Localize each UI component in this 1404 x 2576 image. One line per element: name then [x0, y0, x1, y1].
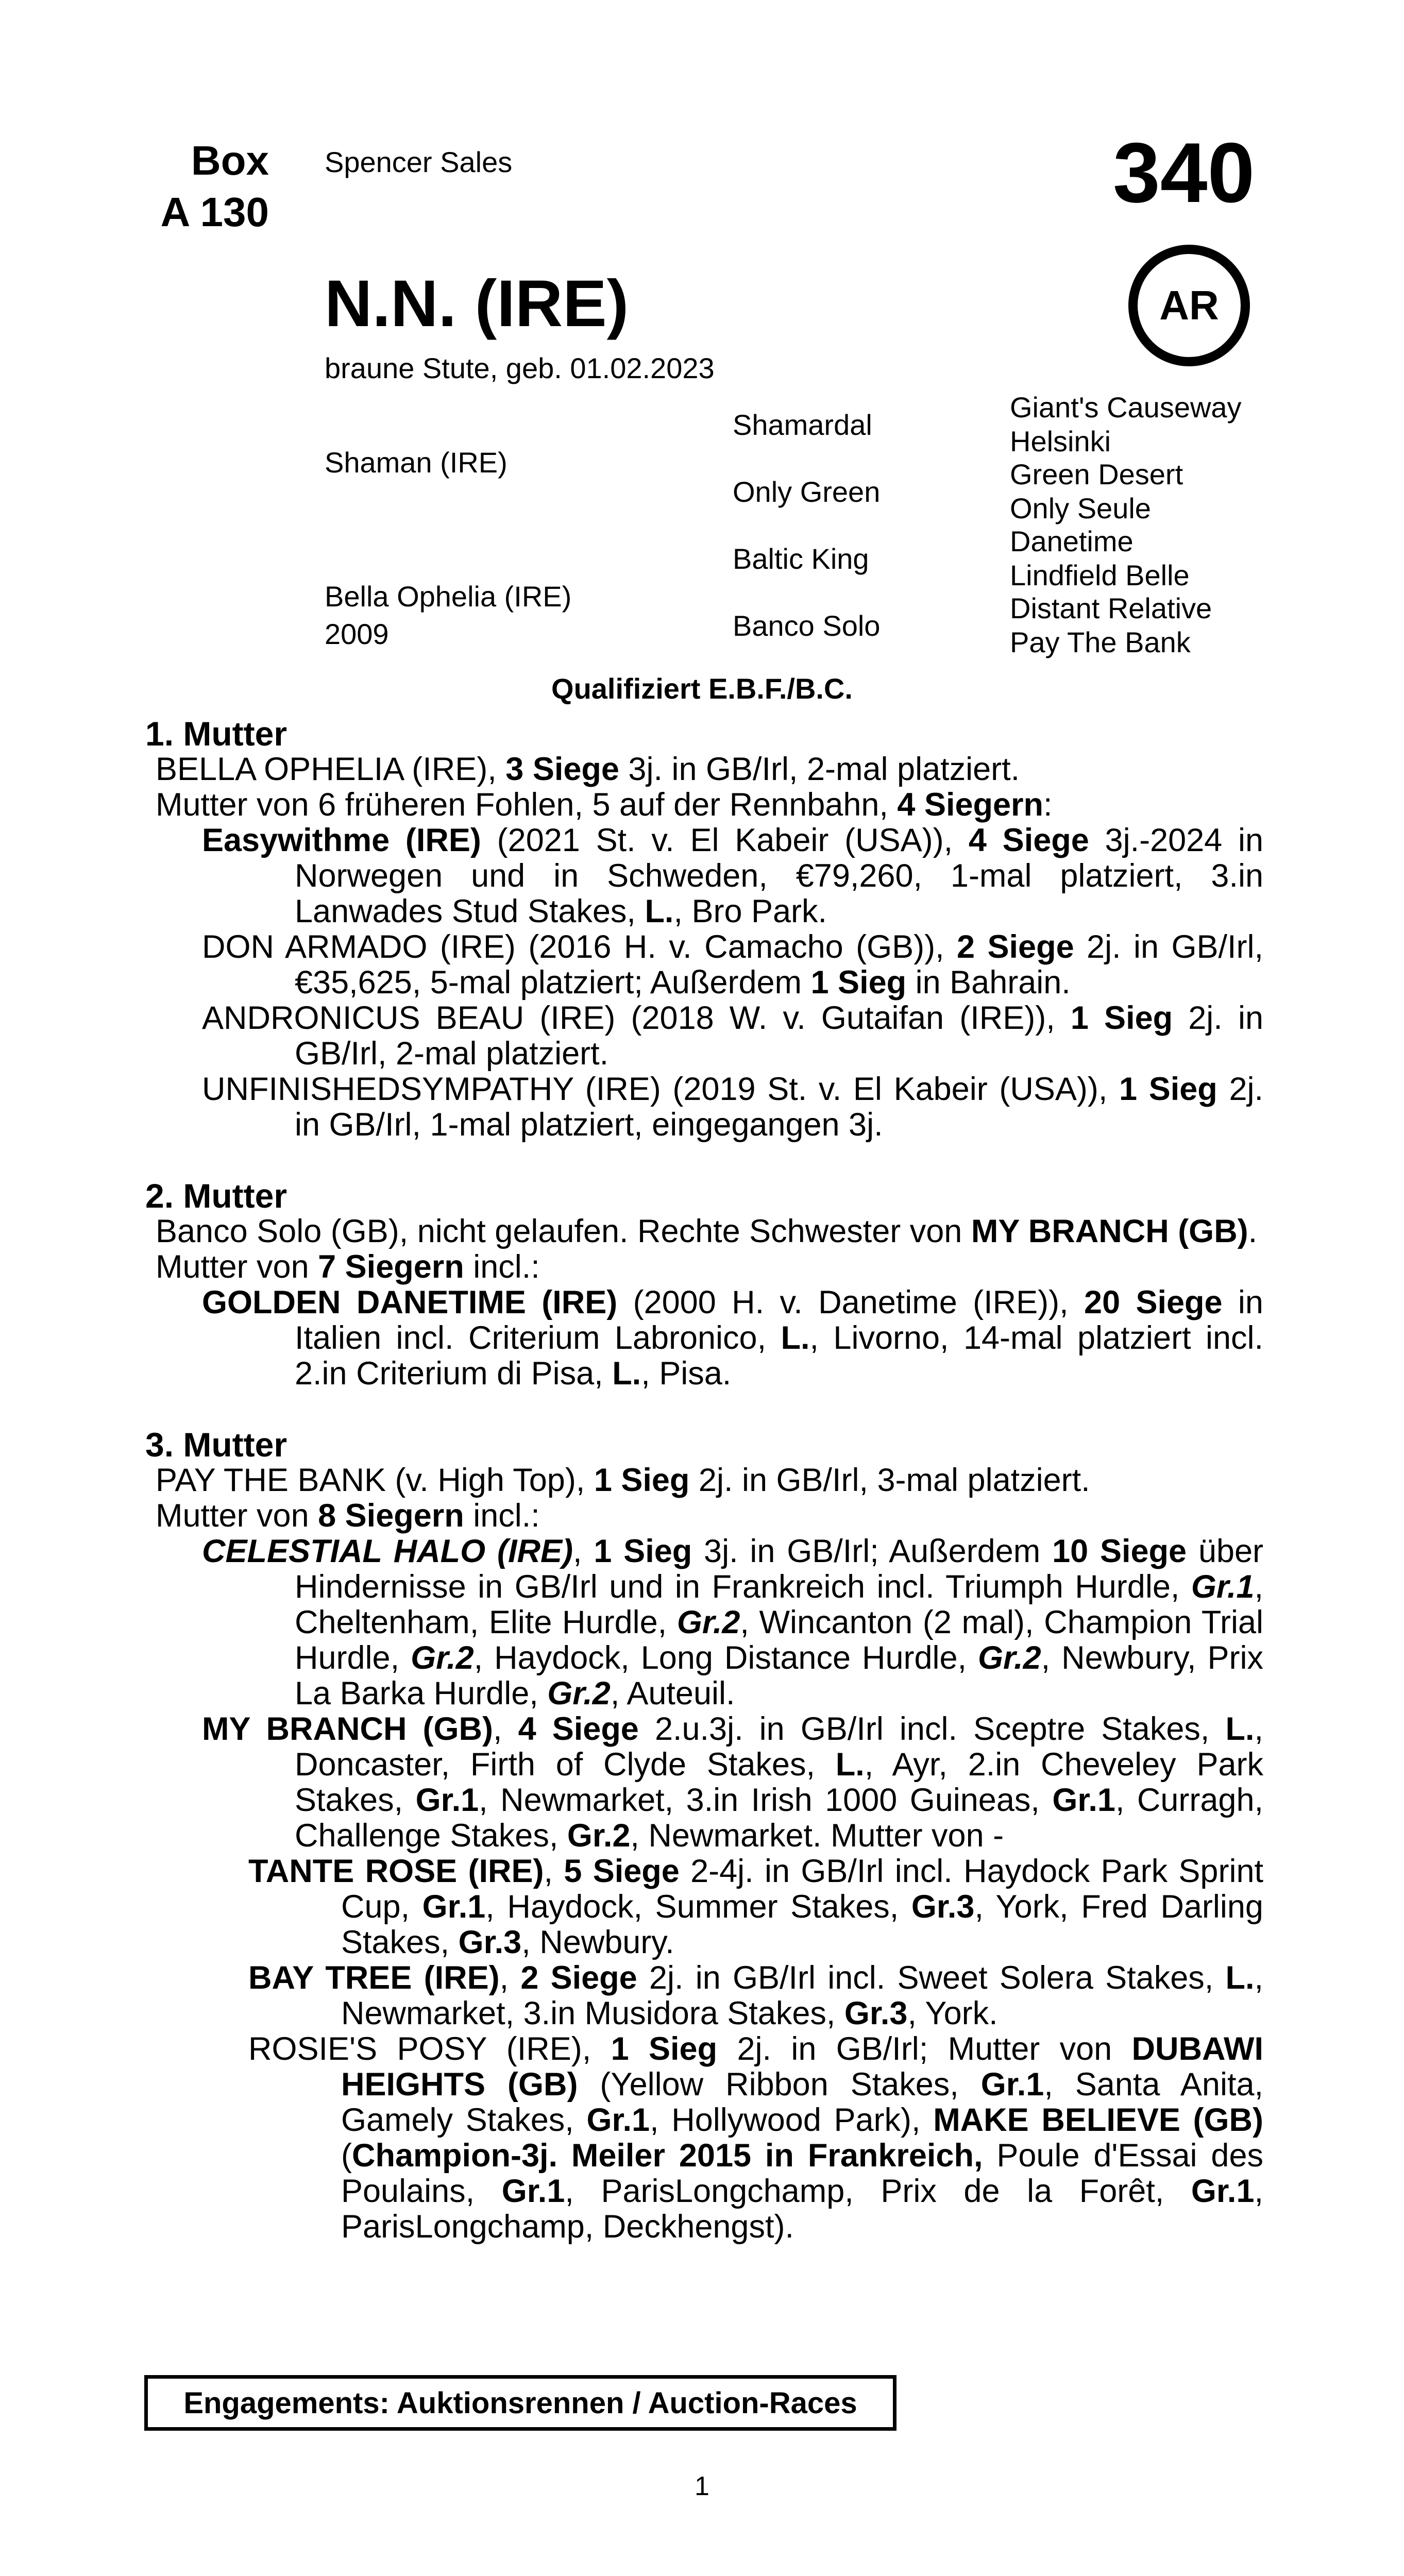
race-grade: Gr.1 [1191, 1569, 1255, 1605]
progeny-name: MY BRANCH (GB) [202, 1711, 494, 1747]
text: , Doncaster, Firth of Clyde Stakes, [295, 1711, 1264, 1783]
text: 3j.-2024 in Norwegen und in Schweden, €79,260, 1-mal platziert, 3.in Lanwades Stud Stakes, [295, 822, 1263, 929]
text: 2-4j. in GB/Irl incl. Haydock Park Sprint Cup, [341, 1853, 1263, 1925]
text: incl.: [464, 1498, 540, 1534]
race-grade: Gr.3 [458, 1924, 522, 1960]
text: 2j. in GB/Irl; Mutter von [717, 2031, 1132, 2067]
lot-number: 340 [1113, 125, 1255, 220]
progeny-entry [145, 823, 1263, 929]
win-count: 4 Siege [518, 1711, 639, 1747]
race-grade: Gr.1 [415, 1782, 479, 1818]
progeny-name: ROSIE'S POSY (IRE), [248, 2031, 611, 2067]
granddaughter-entry [145, 1854, 1263, 1960]
progeny-name: MAKE BELIEVE (GB) [933, 2102, 1264, 2138]
text: (2021 St. v. El Kabeir (USA)), [481, 822, 969, 858]
dam-line [145, 1463, 1263, 1498]
text: 3j. in GB/Irl; Außerdem [692, 1533, 1053, 1569]
text: , York. [907, 1995, 998, 2031]
horse-description: braune Stute, geb. 01.02.2023 [325, 352, 715, 384]
dam-line [145, 1214, 1263, 1249]
text: , Pisa. [641, 1355, 732, 1392]
text: 3j. in GB/Irl, 2-mal platziert. [619, 751, 1020, 787]
box-label: Box [191, 138, 269, 183]
pedigree-dam-year: 2009 [325, 618, 389, 650]
text: , [499, 1960, 521, 1996]
text: 2j. in GB/Irl, 2-mal platziert. [295, 1000, 1263, 1072]
championship: Champion-3j. Meiler 2015 in Frankreich, [351, 2138, 983, 2174]
race-grade: Gr.1 [1052, 1782, 1115, 1818]
progeny-entry [145, 1285, 1263, 1392]
text: , Newmarket. Mutter von - [630, 1818, 1004, 1854]
text: PAY THE BANK (v. High Top), [156, 1462, 594, 1498]
granddaughter-entry [145, 2031, 1263, 2245]
progeny-name: GOLDEN DANETIME (IRE) [202, 1284, 618, 1320]
race-grade: Gr.2 [411, 1640, 474, 1676]
pedigree-dam: Bella Ophelia (IRE) [325, 580, 572, 613]
engagements-label: Engagements: Auktionsrennen / Auction-Races [183, 2386, 857, 2420]
section-heading: 1. Mutter [145, 715, 287, 753]
text: , Haydock, Long Distance Hurdle, [473, 1640, 978, 1676]
text: Mutter von 6 früheren Fohlen, 5 auf der Rennbahn, [156, 787, 898, 823]
text: , ParisLongchamp, Deckhengst). [341, 2173, 1263, 2245]
box-id: A 130 [160, 189, 269, 235]
text: 2j. in GB/Irl, 1-mal platziert, eingegangen 3j. [295, 1071, 1264, 1143]
pedigree-great-grandparent: Distant Relative [1010, 592, 1212, 624]
produce-line [145, 787, 1263, 823]
race-grade: L. [835, 1747, 865, 1783]
text: 2j. in GB/Irl, €35,625, 5-mal platziert; Außerdem [295, 929, 1263, 1001]
qualification: Qualifiziert E.B.F./B.C. [551, 672, 853, 705]
section-first-dam [145, 716, 1263, 1143]
race-grade: Gr.2 [547, 1675, 611, 1711]
progeny-name: DUBAWI HEIGHTS (GB) [341, 2031, 1264, 2103]
granddaughter-entry [145, 1960, 1263, 2031]
win-count: 20 Siege [1084, 1284, 1223, 1320]
text: , Ayr, 2.in Cheveley Park Stakes, [295, 1747, 1263, 1818]
text: , Curragh, Challenge Stakes, [295, 1782, 1264, 1854]
text: 2j. in GB/Irl incl. Sweet Solera Stakes, [637, 1960, 1226, 1996]
progeny-name: BAY TREE (IRE) [248, 1960, 500, 1996]
produce-line [145, 1249, 1263, 1285]
section-heading: 3. Mutter [145, 1426, 287, 1464]
race-grade: Gr.2 [567, 1818, 631, 1854]
win-count: 1 Sieg [611, 2031, 718, 2067]
produce-line [145, 1498, 1263, 1534]
progeny-entry [145, 1001, 1263, 1072]
text: , Hollywood Park), [650, 2102, 934, 2138]
win-count: 10 Siege [1052, 1533, 1187, 1569]
text: in Bahrain. [906, 964, 1071, 1001]
text: Banco Solo (GB), nicht gelaufen. Rechte Schwester von [156, 1213, 971, 1249]
progeny-name: TANTE ROSE (IRE) [248, 1853, 544, 1889]
engagements-box [144, 2375, 896, 2431]
text: (Yellow Ribbon Stakes, [578, 2066, 981, 2103]
text: (2000 H. v. Danetime (IRE)), [617, 1284, 1085, 1320]
ar-badge [1128, 245, 1250, 366]
text: , Wincanton (2 mal), Champion Trial Hurdle, [295, 1604, 1264, 1676]
text: : [1043, 787, 1053, 823]
win-count: 1 Sieg [810, 964, 907, 1001]
race-grade: Gr.2 [676, 1604, 740, 1640]
text: , Auteuil. [610, 1675, 735, 1711]
text: , Newbury, Prix La Barka Hurdle, [295, 1640, 1264, 1711]
section-second-dam [145, 1178, 1263, 1392]
progeny-name: DON ARMADO (IRE) (2016 H. v. Camacho (GB)), [202, 929, 957, 965]
section-third-dam [145, 1427, 1263, 2245]
text: 2j. in GB/Irl, 3-mal platziert. [689, 1462, 1090, 1498]
ar-badge-label: AR [1159, 282, 1219, 328]
page-number: 1 [695, 2471, 709, 2501]
text: , Bro Park. [673, 893, 827, 929]
text: , [544, 1853, 564, 1889]
progeny-name: CELESTIAL HALO (IRE) [202, 1533, 573, 1569]
race-grade: Gr.3 [911, 1889, 975, 1925]
pedigree-great-grandparent: Helsinki [1010, 425, 1111, 457]
pedigree-great-grandparent: Only Seule [1010, 492, 1151, 524]
text: , Cheltenham, Elite Hurdle, [295, 1569, 1263, 1640]
win-count: 3 Siege [505, 751, 619, 787]
progeny-entry [145, 1534, 1263, 1711]
dam-line [145, 752, 1263, 787]
text: , Santa Anita, Gamely Stakes, [341, 2066, 1263, 2138]
text: Poule d'Essai des Poulains, [341, 2138, 1263, 2209]
race-grade: Gr.1 [501, 2173, 565, 2209]
text: Mutter von [156, 1498, 318, 1534]
text: , [493, 1711, 518, 1747]
pedigree-great-grandparent: Pay The Bank [1010, 626, 1191, 658]
win-count: 1 Sieg [594, 1462, 690, 1498]
text: , [572, 1533, 594, 1569]
text: . [1248, 1213, 1258, 1249]
text: ( [341, 2138, 352, 2174]
pedigree-grandparent: Baltic King [733, 543, 869, 575]
pedigree-great-grandparent: Lindfield Belle [1010, 559, 1190, 591]
progeny-name: UNFINISHEDSYMPATHY (IRE) (2019 St. v. El Kabeir (USA)), [202, 1071, 1120, 1107]
progeny-name: ANDRONICUS BEAU (IRE) (2018 W. v. Gutaifan (IRE)), [202, 1000, 1071, 1036]
pedigree-great-grandparent: Danetime [1010, 525, 1134, 557]
race-grade: Gr.2 [978, 1640, 1041, 1676]
family-details [145, 716, 1263, 2280]
progeny-entry [145, 929, 1263, 1001]
text: , Newmarket, 3.in Musidora Stakes, [341, 1960, 1264, 2031]
progeny-name: Easywithme (IRE) [202, 822, 481, 858]
text: BELLA OPHELIA (IRE), [156, 751, 506, 787]
race-grade: Gr.1 [1191, 2173, 1255, 2209]
race-grade: L. [1225, 1960, 1255, 1996]
race-grade: L. [645, 893, 674, 929]
race-grade: Gr.3 [844, 1995, 908, 2031]
win-count: 2 Siege [957, 929, 1074, 965]
section-heading: 2. Mutter [145, 1177, 287, 1215]
text: incl.: [464, 1249, 540, 1285]
text: , York, Fred Darling Stakes, [341, 1889, 1263, 1960]
sibling-name: MY BRANCH (GB) [971, 1213, 1248, 1249]
text: , ParisLongchamp, Prix de la Forêt, [565, 2173, 1191, 2209]
sales-name: Spencer Sales [325, 146, 513, 178]
pedigree-great-grandparent: Green Desert [1010, 458, 1183, 490]
text: , Haydock, Summer Stakes, [485, 1889, 911, 1925]
win-count: 4 Siege [968, 822, 1089, 858]
win-count: 1 Sieg [594, 1533, 692, 1569]
winner-count: 4 Siegern [897, 787, 1044, 823]
race-grade: L. [612, 1355, 641, 1392]
win-count: 1 Sieg [1119, 1071, 1217, 1107]
pedigree-grandparent: Shamardal [733, 409, 872, 441]
text: in Italien incl. Criterium Labronico, [295, 1284, 1263, 1356]
win-count: 5 Siege [564, 1853, 680, 1889]
race-grade: Gr.1 [980, 2066, 1044, 2103]
winner-count: 7 Siegern [318, 1249, 464, 1285]
text: über Hindernisse in GB/Irl und in Frankreich incl. Triumph Hurdle, [295, 1533, 1263, 1605]
text: , Newbury. [521, 1924, 674, 1960]
pedigree-great-grandparent: Giant's Causeway [1010, 391, 1242, 423]
race-grade: Gr.1 [586, 2102, 650, 2138]
box-number [145, 135, 269, 238]
text: Mutter von [156, 1249, 318, 1285]
race-grade: L. [1225, 1711, 1255, 1747]
text: 2.u.3j. in GB/Irl incl. Sceptre Stakes, [638, 1711, 1226, 1747]
progeny-entry [145, 1711, 1263, 1854]
horse-name: N.N. (IRE) [325, 267, 629, 341]
race-grade: L. [781, 1320, 810, 1356]
text: , Newmarket, 3.in Irish 1000 Guineas, [479, 1782, 1053, 1818]
race-grade: Gr.1 [422, 1889, 486, 1925]
win-count: 2 Siege [520, 1960, 637, 1996]
win-count: 1 Sieg [1070, 1000, 1173, 1036]
pedigree-grandparent: Banco Solo [733, 609, 881, 642]
progeny-entry [145, 1072, 1263, 1143]
text: , Livorno, 14-mal platziert incl. 2.in Criterium di Pisa, [295, 1320, 1263, 1392]
pedigree-sire: Shaman (IRE) [325, 446, 508, 479]
pedigree-grandparent: Only Green [733, 476, 881, 508]
winner-count: 8 Siegern [318, 1498, 464, 1534]
